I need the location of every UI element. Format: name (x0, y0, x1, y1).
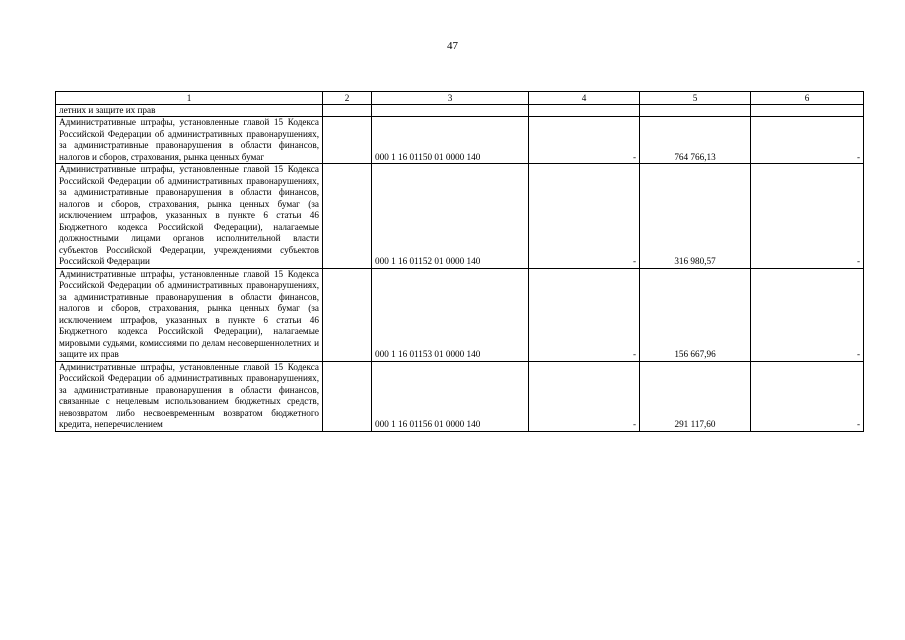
item-name: Административные штрафы, установленные главой 15 Кодекса Российской Федерации об административных правонарушениях, за административные правонарушения в области финансов, налогов и сборов, страхования, рынка ценных бумаг (за исключением штрафов, указанных в пункте 6 статьи 46 Бюджетного кодекса Российской Федерации), налагаемые должностными лицами органов исполнительной власти субъектов Российской Федерации, учреждениями субъектов Российской Федерации (56, 164, 323, 269)
item-col4: - (529, 268, 640, 361)
item-amount: 291 117,60 (640, 361, 751, 431)
item-name: Административные штрафы, установленные главой 15 Кодекса Российской Федерации об административных правонарушениях, за административные правонарушения в области финансов, связанные с нецелевым использованием бюджетных средств, невозвратом либо несвоевременным возвратом бюджетного кредита, неперечислением (56, 361, 323, 431)
item-amount: 156 667,96 (640, 268, 751, 361)
table-row (56, 164, 864, 269)
item-code: 000 1 16 01156 01 0000 140 (372, 361, 529, 431)
column-header: 4 (529, 92, 640, 105)
header-row (56, 92, 864, 105)
item-amount: 316 980,57 (640, 164, 751, 269)
column-header: 2 (323, 92, 372, 105)
table-row (56, 361, 864, 431)
item-name: Административные штрафы, установленные главой 15 Кодекса Российской Федерации об административных правонарушениях, за административные правонарушения в области финансов, налогов и сборов, страхования, рынка ценных бумаг (56, 117, 323, 164)
table-row (56, 268, 864, 361)
item-amount: 764 766,13 (640, 117, 751, 164)
item-col6: - (751, 268, 864, 361)
item-col4: - (529, 117, 640, 164)
column-header: 3 (372, 92, 529, 105)
item-col6: - (751, 164, 864, 269)
item-col2 (323, 117, 372, 164)
page-number: 47 (447, 40, 458, 52)
continuation-cell: летних и защите их прав (56, 105, 323, 117)
item-code: 000 1 16 01153 01 0000 140 (372, 268, 529, 361)
item-name: Административные штрафы, установленные главой 15 Кодекса Российской Федерации об административных правонарушениях, за административные правонарушения в области финансов, налогов и сборов, страхования, рынка ценных бумаг (за исключением штрафов, указанных в пункте 6 статьи 46 Бюджетного кодекса Российской Федерации), налагаемые мировыми судьями, комиссиями по делам несовершеннолетних и защите их прав (56, 268, 323, 361)
item-col4: - (529, 164, 640, 269)
column-header: 1 (56, 92, 323, 105)
table-row (56, 117, 864, 164)
item-col4: - (529, 361, 640, 431)
item-col6: - (751, 361, 864, 431)
column-header: 5 (640, 92, 751, 105)
item-col2 (323, 164, 372, 269)
budget-table (55, 91, 864, 432)
item-col6: - (751, 117, 864, 164)
item-col2 (323, 361, 372, 431)
item-col2 (323, 268, 372, 361)
column-header: 6 (751, 92, 864, 105)
item-code: 000 1 16 01150 01 0000 140 (372, 117, 529, 164)
table-row (56, 105, 864, 117)
item-code: 000 1 16 01152 01 0000 140 (372, 164, 529, 269)
